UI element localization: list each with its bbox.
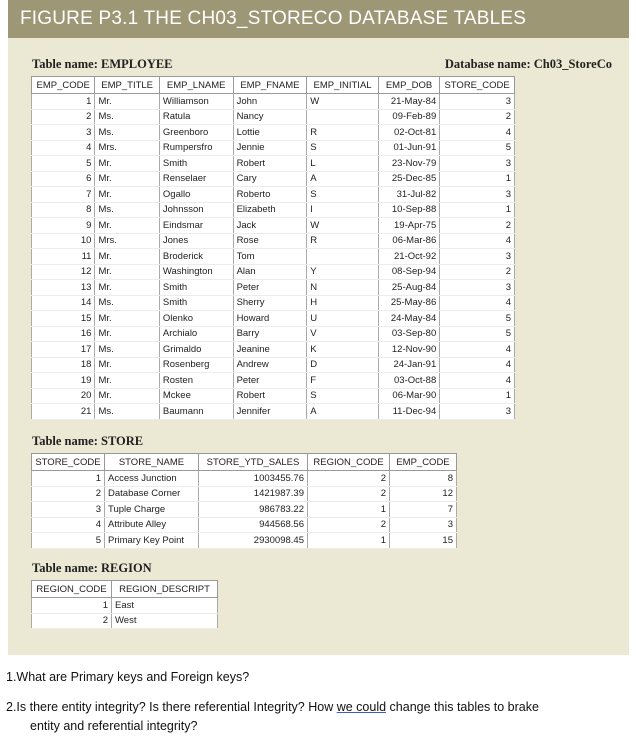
- employee-cell-emp-lname: Williamson: [159, 94, 233, 110]
- region-cell-region-descript: West: [112, 613, 218, 629]
- employee-cell-emp-lname: Mckee: [159, 388, 233, 404]
- employee-cell-emp-title: Mr.: [95, 171, 159, 187]
- employee-table-row: [32, 249, 515, 265]
- employee-cell-emp-lname: Rosenberg: [159, 357, 233, 373]
- employee-cell-emp-title: Ms.: [95, 125, 159, 141]
- store-cell-store-ytd-sales: 944568.56: [199, 517, 308, 533]
- employee-cell-emp-dob: 11-Dec-94: [378, 404, 439, 420]
- employee-cell-emp-dob: 24-May-84: [378, 311, 439, 327]
- region-header-region-code: REGION_CODE: [32, 581, 112, 598]
- employee-table-row: [32, 156, 515, 172]
- employee-table-row: [32, 233, 515, 249]
- employee-cell-emp-title: Mr.: [95, 326, 159, 342]
- employee-header-emp-initial: EMP_INITIAL: [307, 77, 379, 94]
- employee-cell-emp-fname: Peter: [233, 280, 307, 296]
- employee-cell-emp-dob: 10-Sep-88: [378, 202, 439, 218]
- employee-cell-emp-dob: 21-Oct-92: [378, 249, 439, 265]
- store-table-row: [32, 533, 457, 549]
- employee-cell-emp-code: 7: [32, 187, 95, 203]
- employee-cell-emp-code: 8: [32, 202, 95, 218]
- employee-table-row: [32, 140, 515, 156]
- store-cell-store-ytd-sales: 1421987.39: [199, 486, 308, 502]
- employee-cell-emp-fname: Jennifer: [233, 404, 307, 420]
- employee-cell-emp-dob: 08-Sep-94: [378, 264, 439, 280]
- employee-table-row: [32, 373, 515, 389]
- employee-header-emp-title: EMP_TITLE: [95, 77, 159, 94]
- store-header-store-name: STORE_NAME: [105, 454, 199, 471]
- employee-cell-emp-code: 9: [32, 218, 95, 234]
- employee-cell-emp-code: 1: [32, 94, 95, 110]
- employee-cell-emp-lname: Washington: [159, 264, 233, 280]
- employee-cell-emp-code: 2: [32, 109, 95, 125]
- question-2-part-c: change this tables to brake: [386, 700, 539, 714]
- employee-cell-emp-initial: F: [307, 373, 379, 389]
- employee-table-row: [32, 218, 515, 234]
- employee-table-row: [32, 388, 515, 404]
- employee-cell-store-code: 3: [440, 280, 515, 296]
- employee-cell-emp-title: Ms.: [95, 342, 159, 358]
- store-cell-store-ytd-sales: 1003455.76: [199, 471, 308, 487]
- employee-cell-emp-title: Mr.: [95, 249, 159, 265]
- employee-cell-emp-dob: 09-Feb-89: [378, 109, 439, 125]
- employee-cell-emp-initial: A: [307, 404, 379, 420]
- employee-cell-emp-code: 4: [32, 140, 95, 156]
- employee-cell-emp-fname: Howard: [233, 311, 307, 327]
- employee-cell-emp-fname: Rose: [233, 233, 307, 249]
- store-cell-store-ytd-sales: 986783.22: [199, 502, 308, 518]
- employee-cell-emp-fname: Robert: [233, 388, 307, 404]
- employee-header-emp-dob: EMP_DOB: [378, 77, 439, 94]
- employee-cell-emp-fname: Lottie: [233, 125, 307, 141]
- employee-table-row: [32, 94, 515, 110]
- employee-cell-store-code: 2: [440, 264, 515, 280]
- employee-cell-emp-initial: R: [307, 125, 379, 141]
- store-cell-store-name: Access Junction: [105, 471, 199, 487]
- employee-cell-emp-dob: 25-May-86: [378, 295, 439, 311]
- employee-header-store-code: STORE_CODE: [440, 77, 515, 94]
- employee-cell-store-code: 5: [440, 140, 515, 156]
- store-header-store-code: STORE_CODE: [32, 454, 105, 471]
- employee-cell-emp-title: Mr.: [95, 280, 159, 296]
- question-2-underlined-phrase: we could: [336, 700, 387, 714]
- employee-cell-store-code: 3: [440, 94, 515, 110]
- employee-cell-emp-dob: 12-Nov-90: [378, 342, 439, 358]
- employee-cell-emp-fname: Jennie: [233, 140, 307, 156]
- employee-cell-emp-dob: 02-Oct-81: [378, 125, 439, 141]
- employee-cell-emp-dob: 23-Nov-79: [378, 156, 439, 172]
- employee-cell-store-code: 4: [440, 125, 515, 141]
- employee-header-emp-code: EMP_CODE: [32, 77, 95, 94]
- store-header-region-code: REGION_CODE: [308, 454, 390, 471]
- employee-cell-emp-lname: Baumann: [159, 404, 233, 420]
- employee-cell-emp-initial: I: [307, 202, 379, 218]
- employee-cell-emp-code: 10: [32, 233, 95, 249]
- employee-cell-emp-dob: 25-Dec-85: [378, 171, 439, 187]
- employee-cell-store-code: 2: [440, 218, 515, 234]
- store-cell-region-code: 2: [308, 486, 390, 502]
- employee-cell-emp-title: Mr.: [95, 357, 159, 373]
- employee-cell-emp-title: Mrs.: [95, 233, 159, 249]
- employee-header-emp-lname: EMP_LNAME: [159, 77, 233, 94]
- employee-cell-emp-lname: Rosten: [159, 373, 233, 389]
- store-cell-store-code: 2: [32, 486, 105, 502]
- employee-table-row: [32, 342, 515, 358]
- employee-cell-emp-code: 21: [32, 404, 95, 420]
- figure-title: FIGURE P3.1 THE CH03_STORECO DATABASE TABLES: [8, 0, 629, 38]
- employee-cell-emp-lname: Eindsmar: [159, 218, 233, 234]
- store-header-store-ytd-sales: STORE_YTD_SALES: [199, 454, 308, 471]
- employee-cell-store-code: 5: [440, 311, 515, 327]
- employee-cell-emp-initial: Y: [307, 264, 379, 280]
- employee-cell-emp-initial: N: [307, 280, 379, 296]
- employee-cell-emp-title: Mr.: [95, 373, 159, 389]
- employee-cell-emp-initial: H: [307, 295, 379, 311]
- store-cell-region-code: 2: [308, 517, 390, 533]
- employee-cell-emp-fname: Elizabeth: [233, 202, 307, 218]
- store-cell-store-code: 1: [32, 471, 105, 487]
- employee-cell-emp-title: Mr.: [95, 94, 159, 110]
- store-cell-emp-code: 12: [390, 486, 457, 502]
- employee-cell-emp-dob: 01-Jun-91: [378, 140, 439, 156]
- region-cell-region-code: 2: [32, 613, 112, 629]
- employee-cell-emp-code: 15: [32, 311, 95, 327]
- employee-table-row: [32, 264, 515, 280]
- region-header-region-descript: REGION_DESCRIPT: [112, 581, 218, 598]
- employee-cell-emp-code: 17: [32, 342, 95, 358]
- employee-cell-emp-initial: [307, 109, 379, 125]
- employee-cell-emp-code: 11: [32, 249, 95, 265]
- database-name-label: Database name: Ch03_StoreCo: [444, 57, 612, 71]
- employee-cell-emp-fname: Roberto: [233, 187, 307, 203]
- employee-cell-store-code: 4: [440, 233, 515, 249]
- employee-cell-emp-code: 20: [32, 388, 95, 404]
- question-2-continuation: entity and referential integrity?: [30, 719, 198, 733]
- employee-cell-store-code: 3: [440, 404, 515, 420]
- employee-cell-emp-title: Ms.: [95, 109, 159, 125]
- employee-cell-emp-lname: Johnsson: [159, 202, 233, 218]
- region-table-row: [32, 598, 218, 614]
- store-cell-region-code: 2: [308, 471, 390, 487]
- store-table-row: [32, 502, 457, 518]
- employee-table-row: [32, 280, 515, 296]
- employee-table-row: [32, 295, 515, 311]
- employee-cell-emp-title: Mrs.: [95, 140, 159, 156]
- employee-cell-emp-code: 13: [32, 280, 95, 296]
- store-cell-region-code: 1: [308, 533, 390, 549]
- employee-table-row: [32, 125, 515, 141]
- store-cell-emp-code: 7: [390, 502, 457, 518]
- employee-header-emp-fname: EMP_FNAME: [233, 77, 307, 94]
- store-cell-store-code: 5: [32, 533, 105, 549]
- employee-cell-emp-fname: Andrew: [233, 357, 307, 373]
- question-1: 1.What are Primary keys and Foreign keys?: [6, 670, 250, 684]
- employee-cell-emp-title: Mr.: [95, 218, 159, 234]
- employee-cell-emp-lname: Greenboro: [159, 125, 233, 141]
- employee-cell-emp-initial: D: [307, 357, 379, 373]
- employee-cell-emp-lname: Smith: [159, 280, 233, 296]
- employee-cell-emp-dob: 21-May-84: [378, 94, 439, 110]
- region-table: [31, 580, 218, 629]
- store-cell-store-ytd-sales: 2930098.45: [199, 533, 308, 549]
- employee-cell-emp-title: Mr.: [95, 156, 159, 172]
- employee-cell-emp-code: 3: [32, 125, 95, 141]
- employee-table-row: [32, 171, 515, 187]
- employee-cell-emp-title: Ms.: [95, 404, 159, 420]
- region-table-label: Table name: REGION: [32, 561, 152, 575]
- employee-cell-store-code: 4: [440, 342, 515, 358]
- employee-cell-emp-initial: W: [307, 218, 379, 234]
- employee-cell-emp-dob: 19-Apr-75: [378, 218, 439, 234]
- employee-cell-store-code: 4: [440, 357, 515, 373]
- employee-cell-emp-initial: S: [307, 140, 379, 156]
- store-table-row: [32, 486, 457, 502]
- employee-cell-emp-fname: Sherry: [233, 295, 307, 311]
- employee-cell-emp-lname: Ratula: [159, 109, 233, 125]
- store-header-emp-code: EMP_CODE: [390, 454, 457, 471]
- employee-cell-emp-lname: Rumpersfro: [159, 140, 233, 156]
- employee-cell-store-code: 1: [440, 202, 515, 218]
- employee-cell-emp-dob: 25-Aug-84: [378, 280, 439, 296]
- employee-table-row: [32, 357, 515, 373]
- employee-cell-emp-fname: Peter: [233, 373, 307, 389]
- employee-cell-emp-fname: Tom: [233, 249, 307, 265]
- employee-cell-emp-title: Ms.: [95, 202, 159, 218]
- employee-cell-emp-initial: K: [307, 342, 379, 358]
- employee-cell-emp-initial: S: [307, 187, 379, 203]
- employee-table: [31, 76, 515, 420]
- store-cell-store-code: 3: [32, 502, 105, 518]
- employee-cell-emp-fname: Alan: [233, 264, 307, 280]
- employee-cell-store-code: 1: [440, 388, 515, 404]
- employee-cell-emp-title: Ms.: [95, 295, 159, 311]
- store-cell-store-name: Attribute Alley: [105, 517, 199, 533]
- employee-cell-emp-lname: Broderick: [159, 249, 233, 265]
- employee-cell-emp-lname: Smith: [159, 156, 233, 172]
- employee-cell-store-code: 4: [440, 373, 515, 389]
- employee-cell-emp-fname: Jeanine: [233, 342, 307, 358]
- employee-cell-emp-initial: S: [307, 388, 379, 404]
- employee-cell-emp-fname: Cary: [233, 171, 307, 187]
- employee-cell-emp-lname: Renselaer: [159, 171, 233, 187]
- employee-cell-emp-code: 18: [32, 357, 95, 373]
- employee-cell-emp-initial: A: [307, 171, 379, 187]
- employee-cell-emp-lname: Smith: [159, 295, 233, 311]
- employee-table-row: [32, 109, 515, 125]
- employee-cell-emp-dob: 24-Jan-91: [378, 357, 439, 373]
- employee-cell-emp-lname: Jones: [159, 233, 233, 249]
- employee-cell-store-code: 4: [440, 295, 515, 311]
- employee-cell-emp-code: 14: [32, 295, 95, 311]
- employee-cell-emp-initial: [307, 249, 379, 265]
- employee-cell-emp-initial: W: [307, 94, 379, 110]
- region-table-row: [32, 613, 218, 629]
- employee-cell-emp-dob: 06-Mar-90: [378, 388, 439, 404]
- store-table-row: [32, 471, 457, 487]
- question-2: [6, 698, 539, 717]
- employee-cell-emp-fname: John: [233, 94, 307, 110]
- store-cell-emp-code: 8: [390, 471, 457, 487]
- employee-cell-emp-title: Mr.: [95, 311, 159, 327]
- employee-cell-emp-code: 6: [32, 171, 95, 187]
- employee-table-row: [32, 326, 515, 342]
- store-table-label: Table name: STORE: [32, 434, 144, 448]
- employee-table-row: [32, 202, 515, 218]
- employee-cell-emp-code: 5: [32, 156, 95, 172]
- employee-cell-store-code: 5: [440, 326, 515, 342]
- employee-cell-emp-code: 19: [32, 373, 95, 389]
- employee-cell-emp-code: 16: [32, 326, 95, 342]
- employee-cell-emp-title: Mr.: [95, 264, 159, 280]
- store-cell-store-name: Database Corner: [105, 486, 199, 502]
- employee-cell-emp-title: Mr.: [95, 388, 159, 404]
- employee-cell-store-code: 3: [440, 156, 515, 172]
- store-cell-store-code: 4: [32, 517, 105, 533]
- employee-cell-emp-fname: Barry: [233, 326, 307, 342]
- employee-cell-emp-initial: U: [307, 311, 379, 327]
- region-cell-region-descript: East: [112, 598, 218, 614]
- store-cell-store-name: Tuple Charge: [105, 502, 199, 518]
- employee-cell-emp-lname: Olenko: [159, 311, 233, 327]
- employee-cell-store-code: 3: [440, 187, 515, 203]
- store-cell-emp-code: 3: [390, 517, 457, 533]
- employee-cell-emp-fname: Nancy: [233, 109, 307, 125]
- employee-table-row: [32, 187, 515, 203]
- store-cell-region-code: 1: [308, 502, 390, 518]
- region-cell-region-code: 1: [32, 598, 112, 614]
- store-table: [31, 453, 457, 549]
- employee-cell-emp-initial: L: [307, 156, 379, 172]
- employee-cell-emp-lname: Ogallo: [159, 187, 233, 203]
- employee-cell-emp-dob: 06-Mar-86: [378, 233, 439, 249]
- employee-cell-emp-initial: R: [307, 233, 379, 249]
- employee-table-row: [32, 404, 515, 420]
- employee-cell-emp-lname: Grimaldo: [159, 342, 233, 358]
- employee-cell-store-code: 2: [440, 109, 515, 125]
- employee-cell-emp-code: 12: [32, 264, 95, 280]
- employee-cell-emp-fname: Robert: [233, 156, 307, 172]
- employee-table-label: Table name: EMPLOYEE: [32, 57, 173, 71]
- store-table-row: [32, 517, 457, 533]
- store-cell-emp-code: 15: [390, 533, 457, 549]
- employee-cell-store-code: 1: [440, 171, 515, 187]
- employee-cell-emp-lname: Archialo: [159, 326, 233, 342]
- employee-cell-emp-dob: 31-Jul-82: [378, 187, 439, 203]
- employee-cell-emp-initial: V: [307, 326, 379, 342]
- employee-cell-emp-title: Mr.: [95, 187, 159, 203]
- employee-cell-emp-dob: 03-Sep-80: [378, 326, 439, 342]
- employee-table-row: [32, 311, 515, 327]
- question-2-part-a: 2.Is there entity integrity? Is there referential Integrity? How: [6, 700, 337, 714]
- employee-cell-emp-fname: Jack: [233, 218, 307, 234]
- store-cell-store-name: Primary Key Point: [105, 533, 199, 549]
- employee-cell-store-code: 3: [440, 249, 515, 265]
- employee-cell-emp-dob: 03-Oct-88: [378, 373, 439, 389]
